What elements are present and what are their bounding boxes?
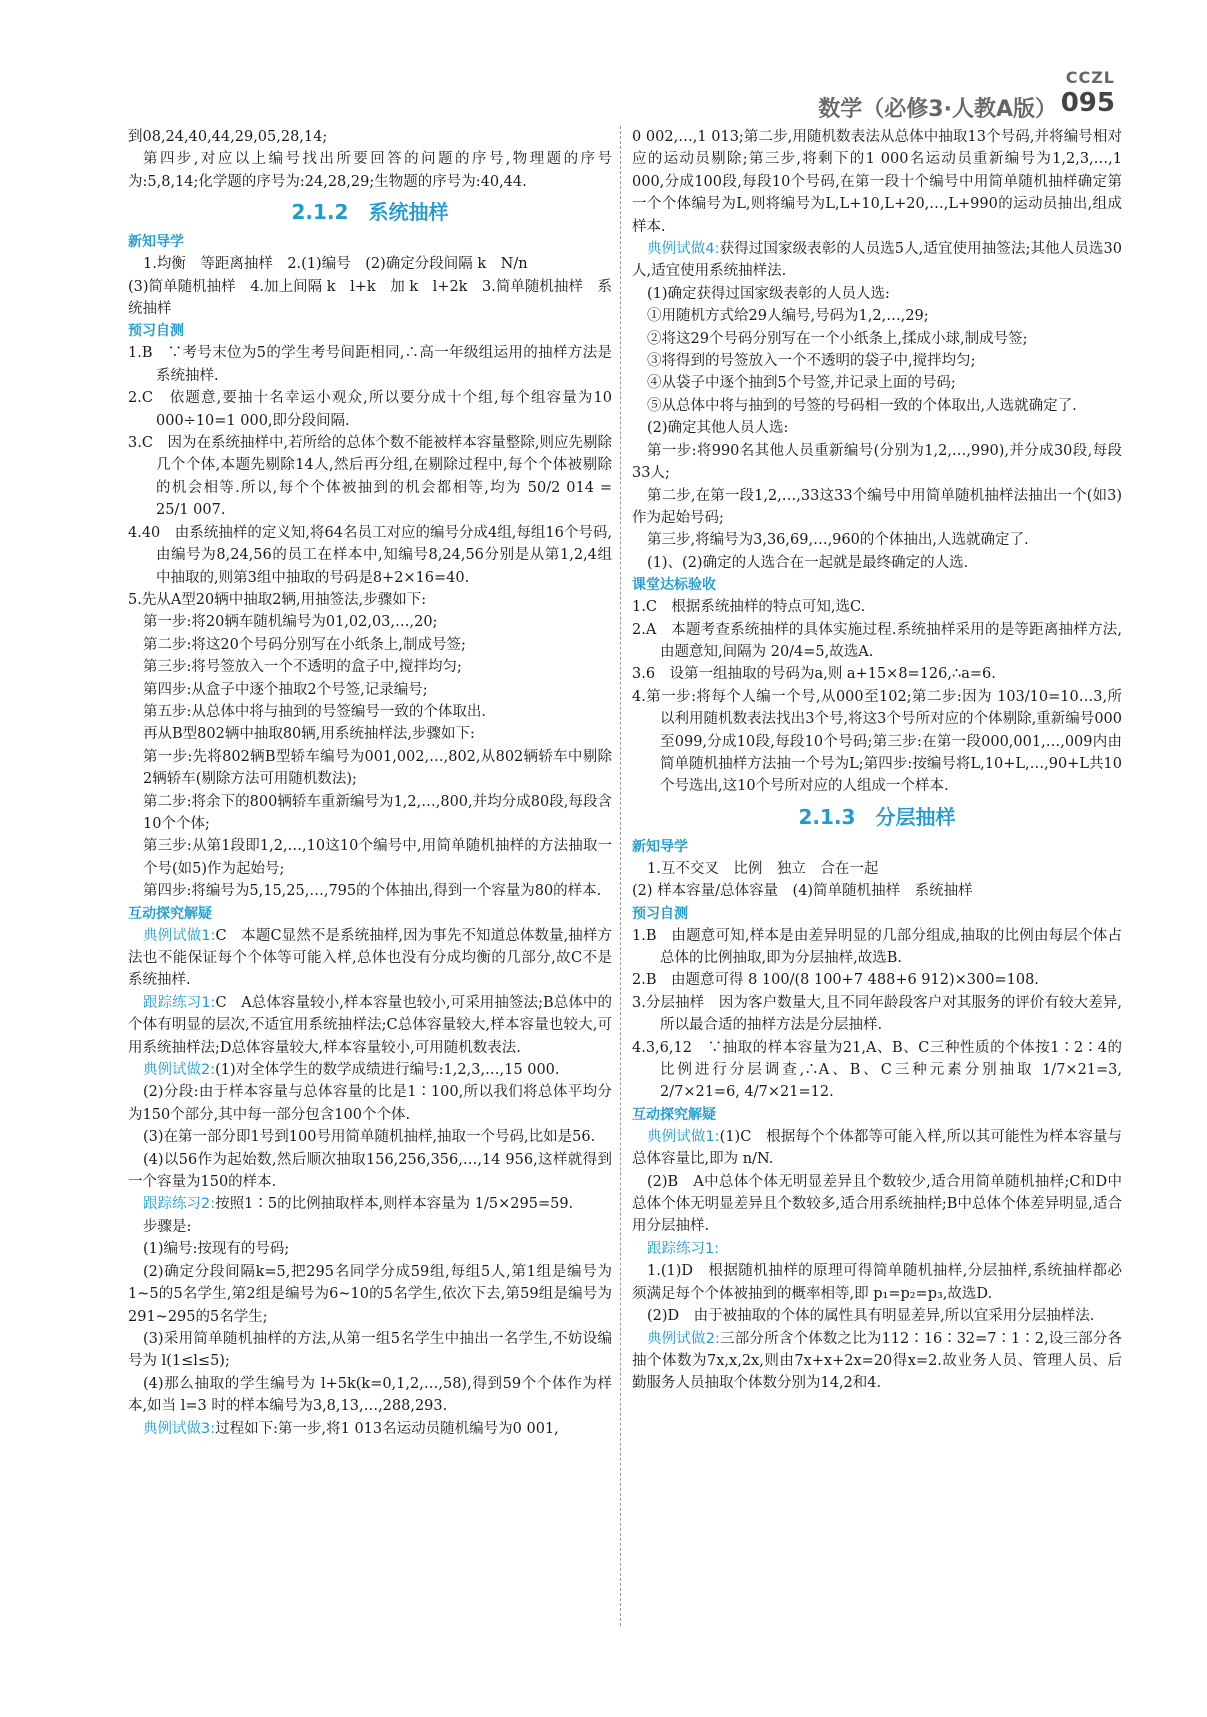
step-line: 第四步:从盒子中逐个抽取2个号签,记录编号; [143,681,428,698]
example-label: 典例试做2: [143,1062,216,1079]
paragraph: 1.(1)D 根据随机抽样的原理可得简单随机抽样,分层抽样,系统抽样都必须满足每个个体被抽到的概率相等,即 p₁=p₂=p₃,故选D. [632,1263,1122,1302]
section-label: 课堂达标验收 [632,577,716,594]
step-line: 第一步:先将802辆B型轿车编号为001,002,…,802,从802辆轿车中剔除2辆轿车(剔除方法可用随机数法); [143,748,612,788]
answer-item: 1.C 根据系统抽样的特点可知,选C. [632,599,866,616]
paragraph: 跟踪练习1:C A总体容量较小,样本容量也较小,可采用抽签法;B总体中的个体有明显的层次,不适宜用系统抽样法;C总体容量较大,样本容量也较大,可用系统抽样法;D总体容量较大,样本容量较小,可用随机数表法. [128,994,612,1056]
paragraph: 第二步,在第一段1,2,…,33这33个编号中用简单随机抽样法抽出一个(如3)作为起始号码; [632,487,1122,526]
paragraph: ④从袋子中逐个抽到5个号签,并记录上面的号码; [647,375,956,392]
step-line: 第一步:将20辆车随机编号为01,02,03,…,20; [143,614,438,631]
example-label: 典例试做3: [143,1420,216,1437]
paragraph: (2)B A中总体个体无明显差异且个数较少,适合用简单随机抽样;C和D中总体个体无明显差异且个数较多,适合用系统抽样;B中总体个体差异明显,适合用分层抽样. [632,1173,1122,1235]
step-line: 第二步:将余下的800辆轿车重新编号为1,2,…,800,并均分成80段,每段含10个个体; [143,793,612,832]
paragraph: (4)以56作为起始数,然后顺次抽取156,256,356,…,14 956,这样就得到一个容量为150的样本. [128,1151,612,1191]
paragraph: 典例试做2:(1)对全体学生的数学成绩进行编号:1,2,3,…,15 000. [143,1062,560,1079]
example-label: 跟踪练习1: [647,1240,720,1257]
answer-item: 4.3,6,12 ∵抽取的样本容量为21,A、B、C三种性质的个体按1∶2∶4的比例进行分层调查,∴A、B、C三种元素分别抽取 1/7×21=3, 2/7×21=6, 4/7×21=12. [632,1039,1127,1101]
answer-item: 4.40 由系统抽样的定义知,将64名员工对应的编号分成4组,每组16个号码,由编号为8,24,56的员工在样本中,知编号8,24,56分别是从第1,2,4组中抽取的,则第3组中抽取的号码是8+2×16=40. [128,524,612,586]
paragraph: 步骤是: [143,1218,192,1235]
step-line: 第四步:将编号为5,15,25,…,795的个体抽出,得到一个容量为80的样本. [143,883,602,900]
paragraph: (2)确定其他人员人选: [647,420,789,437]
paragraph: 典例试做4:获得过国家级表彰的人员选5人,适宜使用抽签法;其他人员选30人,适宜使用系统抽样法. [632,241,1122,280]
page-number: 095 [1060,88,1115,118]
step-line: 再从B型802辆中抽取80辆,用系统抽样法,步骤如下: [143,726,475,743]
paragraph: 第三步,将编号为3,36,69,…,960的个体抽出,人选就确定了. [647,532,1029,549]
example-label: 典例试做1: [647,1128,720,1145]
answer-item: 3.C 因为在系统抽样中,若所给的总体个数不能被样本容量整除,则应先剔除几个个体,本题先剔除14人,然后再分组,在剔除过程中,每个个体被剔除的机会相等.所以,每个个体被抽到的机会都相等,均为 50/2 014 = 25/1 007. [128,435,617,519]
paragraph: 第四步,对应以上编号找出所要回答的问题的序号,物理题的序号为:5,8,14;化学题的序号为:24,28,29;生物题的序号为:40,44. [128,151,612,190]
paragraph: 典例试做1:C 本题C显然不是系统抽样,因为事先不知道总体数量,抽样方法也不能保证每个个体等可能入样,总体也没有分成均衡的几部分,故C不是系统抽样. [128,927,612,989]
paragraph: 1.互不交叉 比例 独立 合在一起 [647,860,879,877]
left-column [128,126,617,1440]
paragraph: ②将这29个号码分别写在一个小纸条上,揉成小球,制成号签; [647,330,1028,347]
example-label: 跟踪练习2: [143,1196,216,1213]
paragraph: (3)简单随机抽样 4.加上间隔 k l+k 加 k l+2k 3.简单随机抽样 系统抽样 [128,278,612,318]
section-label: 预习自测 [632,905,688,922]
paragraph: 跟踪练习2:按照1∶5的比例抽取样本,则样本容量为 1/5×295=59. [143,1196,574,1213]
paragraph: (2)分段:由于样本容量与总体容量的比是1∶100,所以我们将总体平均分为150个部分,其中每一部分包含100个个体. [128,1084,612,1123]
answer-item: 2.B 由题意可得 8 100/(8 100+7 488+6 912)×300=108. [632,972,1039,989]
answer-item: 1.B 由题意可知,样本是由差异明显的几部分组成,抽取的比例由每层个体占总体的比例抽取,即为分层抽样,故选B. [632,927,1122,966]
paragraph: 典例试做2:三部分所含个体数之比为112∶16∶32=7∶1∶2,设三部分各抽个体数为7x,x,2x,则由7x+x+2x=20得x=2.故业务人员、管理人员、后勤服务人员抽取个体数分别为14,2和4. [632,1330,1122,1392]
paragraph: (2)D 由于被抽取的个体的属性具有明显差异,所以宜采用分层抽样法. [647,1308,1095,1325]
paragraph: 到08,24,40,44,29,05,28,14; [128,129,328,145]
paragraph: 典例试做1:(1)C 根据每个个体都等可能入样,所以其可能性为样本容量与总体容量比,即为 n/N. [632,1128,1122,1168]
answer-item: 3.分层抽样 因为客户数量大,且不同年龄段客户对其服务的评价有较大差异,所以最合适的抽样方法是分层抽样. [632,994,1122,1034]
step-line: 第三步:将号签放入一个不透明的盒子中,搅拌均匀; [143,659,462,676]
page-header [0,56,1207,122]
section-label: 新知导学 [632,838,688,855]
answer-item: 5.先从A型20辆中抽取2辆,用抽签法,步骤如下: [128,591,427,608]
paragraph: 0 002,…,1 013;第二步,用随机数表法从总体中抽取13个号码,并将编号相对应的运动员剔除;第三步,将剩下的1 000名运动员重新编号为1,2,3,…,1 000,分成100段,每段10个号码,在第一段十个编号中用简单随机抽样确定第一个个体编号为L,则将编号为L,L+10,L+20,…,L+990的运动员抽出,组成样本. [632,129,1127,235]
column-divider [620,126,621,1626]
answer-item: 2.A 本题考查系统抽样的具体实施过程.系统抽样采用的是等距离抽样方法,由题意知,间隔为 20/4=5,故选A. [632,621,1122,660]
section-label: 新知导学 [128,234,184,251]
section-label: 互动探究解疑 [128,905,212,922]
section-title: 2.1.2 系统抽样 [291,200,449,225]
paragraph: ③将得到的号签放入一个不透明的袋子中,搅拌均匀; [647,353,976,370]
section-label: 预习自测 [128,323,184,340]
paragraph: 1.均衡 等距离抽样 2.(1)编号 (2)确定分段间隔 k N/n [143,256,528,273]
example-label: 典例试做1: [143,927,216,944]
step-line: 第二步:将这20个号码分别写在小纸条上,制成号签; [143,636,466,653]
paragraph: (3)采用简单随机抽样的方法,从第一组5名学生中抽出一名学生,不妨设编号为 l(1≤l≤5); [128,1330,612,1370]
brand-mark: CCZL [1065,68,1115,87]
paragraph: (2) 样本容量/总体容量 (4)简单随机抽样 系统抽样 [632,883,973,900]
answer-item: 3.6 设第一组抽取的号码为a,则 a+15×8=126,∴a=6. [632,666,996,683]
answer-item: 4.第一步:将每个人编一个号,从000至102;第二步:因为 103/10=10…3,所以利用随机数表法找出3个号,将这3个号所对应的个体剔除,重新编号000至099,分成10段,每段10个号码;第三步:在第一段000,001,…,009内由简单随机抽样方法抽一个号为L;第四步:按编号将L,10+L,…,90+L共10个号选出,这10个号所对应的人组成一个样本. [632,688,1122,795]
step-line: 第三步:从第1段即1,2,…,10这10个编号中,用简单随机抽样的方法抽取一个号(如5)作为起始号; [143,838,612,877]
paragraph: 典例试做3:过程如下:第一步,将1 013名运动员随机编号为0 001, [143,1420,559,1437]
book-title: 数学（必修3·人教A版） [818,97,1057,122]
example-label: 典例试做4: [647,241,720,258]
paragraph: (4)那么抽取的学生编号为 l+5k(k=0,1,2,…,58),得到59个个体作为样本,如当 l=3 时的样本编号为3,8,13,…,288,293. [128,1375,612,1415]
paragraph: (3)在第一部分即1号到100号用简单随机抽样,抽取一个号码,比如是56. [143,1129,596,1146]
paragraph: ①用随机方式给29人编号,号码为1,2,…,29; [647,308,929,325]
right-column [632,126,1127,1395]
paragraph: (1)编号:按现有的号码; [143,1241,290,1258]
step-line: 第五步:从总体中将与抽到的号签编号一致的个体取出. [143,703,486,720]
paragraph: (2)确定分段间隔k=5,把295名同学分成59组,每组5人,第1组是编号为1~5的5名学生,第2组是编号为6~10的5名学生,依次下去,第59组是编号为291~295的5名学生; [128,1263,612,1325]
answer-item: 2.C 依题意,要抽十名幸运小观众,所以要分成十个组,每个组容量为10 000÷10=1 000,即分段间隔. [128,390,617,429]
answer-item: 1.B ∵考号末位为5的学生考号间距相同,∴高一年级组运用的抽样方法是系统抽样. [128,345,612,384]
section-label: 互动探究解疑 [632,1106,716,1123]
paragraph: (1)、(2)确定的人选合在一起就是最终确定的人选. [647,554,969,571]
example-label: 典例试做2: [647,1330,720,1347]
paragraph [632,1238,1122,1260]
paragraph: ⑤从总体中将与抽到的号签的号码相一致的个体取出,人选就确定了. [647,397,1077,414]
paragraph: (1)确定获得过国家级表彰的人员人选: [647,285,890,302]
example-label: 跟踪练习1: [143,994,216,1011]
section-title: 2.1.3 分层抽样 [798,804,956,829]
paragraph: 第一步:将990名其他人员重新编号(分别为1,2,…,990),并分成30段,每段33人; [632,442,1122,482]
